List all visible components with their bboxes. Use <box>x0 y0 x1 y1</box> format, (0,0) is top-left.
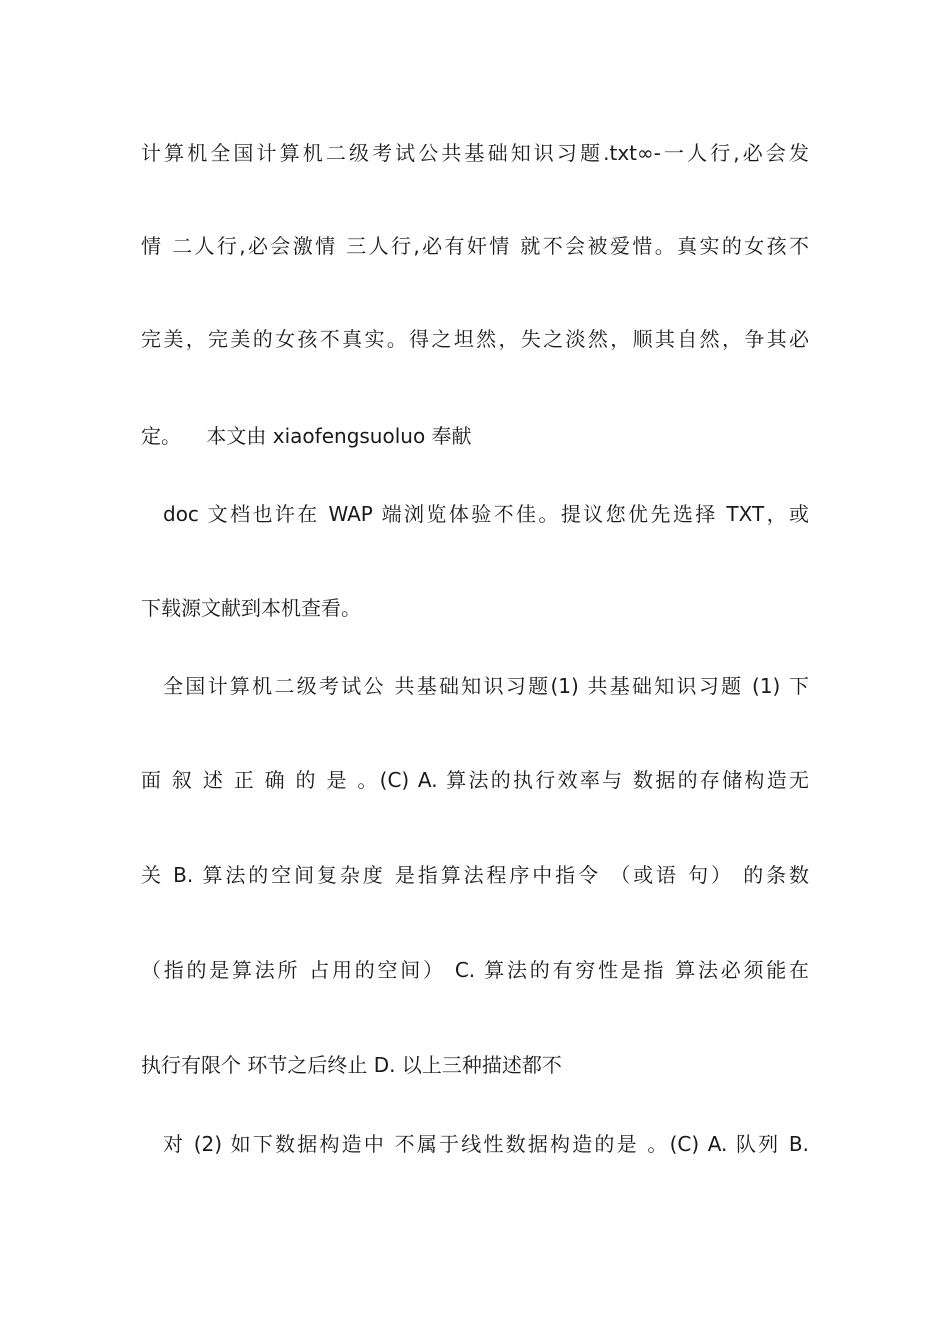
paragraph-3-line-1: 全国计算机二级考试公 共基础知识习题(1) 共基础知识习题 (1) 下 <box>163 674 809 698</box>
paragraph-3-line-4: （指的是算法所 占用的空间） C. 算法的有穷性是指 算法必须能在 <box>141 958 809 982</box>
paragraph-2-line-2: 下载源文献到本机查看。 <box>141 596 361 620</box>
paragraph-1-line-2: 情 二人行,必会激情 三人行,必有奸情 就不会被爱惜。真实的女孩不 <box>141 234 809 258</box>
paragraph-3-line-5: 执行有限个 环节之后终止 D. 以上三种描述都不 <box>141 1053 562 1077</box>
paragraph-1-line-3: 完美，完美的女孩不真实。得之坦然，失之淡然，顺其自然，争其必 <box>141 327 809 351</box>
paragraph-1-line-1: 计算机全国计算机二级考试公共基础知识习题.txt∞-一人行,必会发 <box>141 141 809 165</box>
paragraph-1-line-4: 定。 本文由 xiaofengsuoluo 奉献 <box>141 424 472 448</box>
paragraph-4-line-1: 对 (2) 如下数据构造中 不属于线性数据构造的是 。(C) A. 队列 B. <box>163 1132 809 1156</box>
paragraph-3-line-2: 面 叙 述 正 确 的 是 。(C) A. 算法的执行效率与 数据的存储构造无 <box>141 768 809 792</box>
paragraph-3-line-3: 关 B. 算法的空间复杂度 是指算法程序中指令 （或语 句） 的条数 <box>141 863 809 887</box>
paragraph-2-line-1: doc 文档也许在 WAP 端浏览体验不佳。提议您优先选择 TXT，或 <box>163 502 809 526</box>
